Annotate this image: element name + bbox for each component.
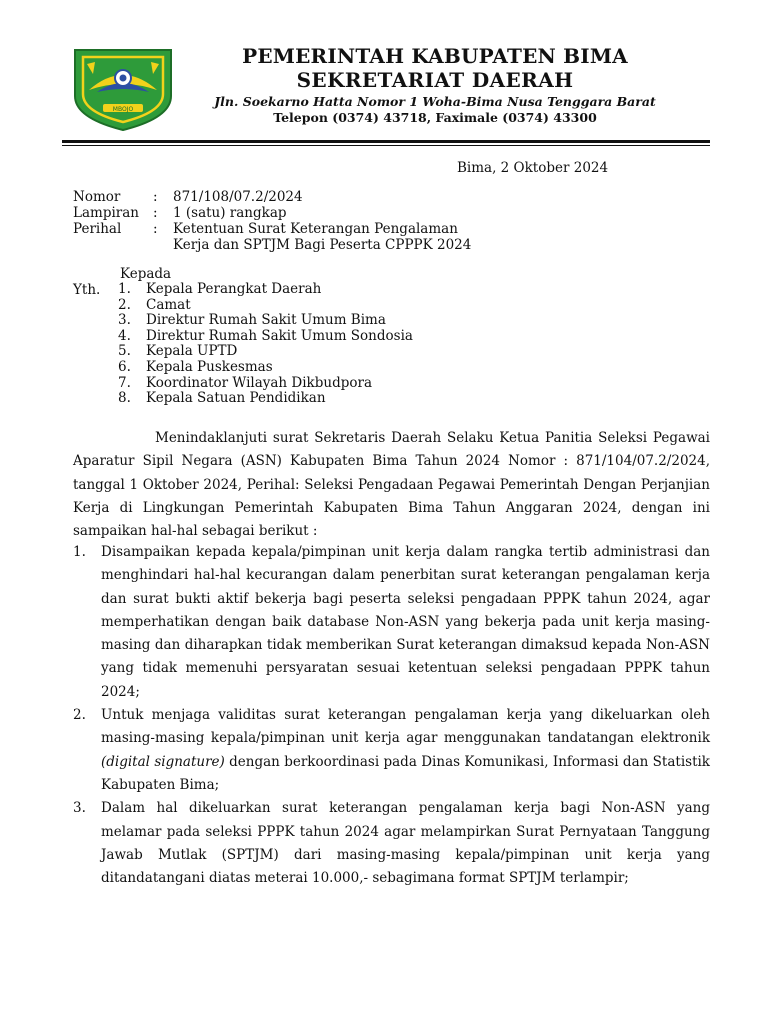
meta-label: Nomor xyxy=(73,189,121,205)
addressee-salutation: Yth. xyxy=(73,282,101,298)
meta-value: Ketentuan Surat Keterangan Pengalaman xyxy=(173,221,458,237)
letter-meta xyxy=(73,189,593,253)
list-item xyxy=(118,391,413,407)
letterhead xyxy=(180,44,690,126)
list-text: Koordinator Wilayah Dikbudpora xyxy=(146,374,372,391)
list-number: 7. xyxy=(118,374,131,391)
letterhead-phone: Telepon (0374) 43718, Faximale (0374) 43300 xyxy=(273,110,597,125)
letterhead-office-name: SEKRETARIAT DAERAH xyxy=(296,68,574,92)
list-text: Dalam hal dikeluarkan surat keterangan pengalaman kerja bagi Non-ASN yang melamar pada seleksi PPPK tahun 2024 agar melampirkan Surat Pernyataan Tanggung Jawab Mutlak (SPTJM) dari masing-masing kepala/pimpinan unit kerja yang ditandatangani diatas meterai 10.000,- sebagimana format SPTJM terlampir; xyxy=(101,800,710,887)
letter-date: Bima, 2 Oktober 2024 xyxy=(457,160,609,176)
letterhead-government-name: PEMERINTAH KABUPATEN BIMA xyxy=(242,44,628,68)
meta-row-subject xyxy=(73,221,593,237)
text-run: dengan berkoordinasi pada Dinas Komunikasi, Informasi dan Statistik Kabupaten Bima; xyxy=(101,753,710,793)
list-text: Kepala Puskesmas xyxy=(146,358,273,375)
list-item xyxy=(118,298,413,314)
meta-label: Perihal xyxy=(73,221,122,237)
list-number: 6. xyxy=(118,358,131,375)
recipient-list xyxy=(118,282,413,407)
meta-colon xyxy=(153,237,173,253)
logo-motto: MBOJO xyxy=(112,106,134,113)
meta-colon: : xyxy=(153,205,158,221)
list-text: Direktur Rumah Sakit Umum Bima xyxy=(146,312,386,329)
list-number: 8. xyxy=(118,390,131,407)
list-number: 1. xyxy=(73,544,86,560)
meta-label xyxy=(73,237,153,253)
list-item xyxy=(118,329,413,345)
list-item xyxy=(73,541,710,704)
meta-value: Kerja dan SPTJM Bagi Peserta CPPPK 2024 xyxy=(173,237,472,253)
list-item xyxy=(118,344,413,360)
bima-emblem-icon xyxy=(67,44,179,132)
meta-row-number xyxy=(73,189,593,205)
list-item xyxy=(73,704,710,797)
list-number: 4. xyxy=(118,327,131,344)
letterhead-divider-thin xyxy=(62,145,710,146)
list-text: Kepala UPTD xyxy=(146,343,238,360)
bima-regency-logo xyxy=(67,44,179,132)
meta-value: 871/108/07.2/2024 xyxy=(173,189,303,205)
list-number: 3. xyxy=(73,800,86,817)
intro-paragraph: Menindaklanjuti surat Sekretaris Daerah Selaku Ketua Panitia Seleksi Pegawai Aparatur Sipil Negara (ASN) Kabupaten Bima Tahun 2024 Nomor : 871/104/07.2/2024, tanggal 1 Oktober 2024, Perihal: Seleksi Pengadaan Pegawai Pemerintah Dengan Perjanjian Kerja di Lingkungan Pemerintah Kabupaten Bima Tahun Anggaran 2024, dengan ini sampaikan hal-hal sebagai berikut : xyxy=(73,430,710,540)
list-item xyxy=(118,376,413,392)
list-text: Direktur Rumah Sakit Umum Sondosia xyxy=(146,327,413,344)
list-number: 5. xyxy=(118,343,131,360)
meta-value: 1 (satu) rangkap xyxy=(173,205,287,221)
list-text xyxy=(101,704,710,797)
text-run: Untuk menjaga validitas surat keterangan pengalaman kerja yang dikeluarkan oleh masing-masing kepala/pimpinan unit kerja agar menggunakan tandatangan elektronik xyxy=(101,707,710,747)
addressee-heading: Kepada xyxy=(120,266,172,282)
list-item xyxy=(118,282,413,298)
list-item xyxy=(118,360,413,376)
list-text: Kepala Perangkat Daerah xyxy=(146,281,322,297)
letterhead-address: Jln. Soekarno Hatta Nomor 1 Woha-Bima Nusa Tenggara Barat xyxy=(214,94,656,109)
meta-label: Lampiran xyxy=(73,205,139,221)
list-number: 2. xyxy=(118,296,131,313)
list-text: Disampaikan kepada kepala/pimpinan unit kerja dalam rangka tertib administrasi dan menghindari hal-hal kecurangan dalam penerbitan surat keterangan pengalaman kerja dan surat bukti aktif bekerja bagi peserta seleksi pengadaan PPPK tahun 2024, agar memperhatikan dengan baik database Non-ASN yang bekerja pada unit kerja masing-masing dan diharapkan tidak memberikan Surat keterangan dimaksud kepada Non-ASN yang tidak memenuhi persyaratan sesuai ketentuan seleksi pengadaan PPPK tahun 2024; xyxy=(101,544,710,700)
list-number: 2. xyxy=(73,707,86,724)
list-text: Camat xyxy=(146,296,191,313)
meta-row-subject-cont xyxy=(73,237,593,253)
meta-colon: : xyxy=(153,189,158,205)
letterhead-divider-thick xyxy=(62,140,710,143)
instruction-list xyxy=(73,541,710,890)
list-item xyxy=(118,313,413,329)
list-item xyxy=(73,797,710,890)
meta-row-attachment xyxy=(73,205,593,221)
list-text: Kepala Satuan Pendidikan xyxy=(146,390,326,407)
italic-term: (digital signature) xyxy=(101,753,225,770)
list-number: 1. xyxy=(118,281,131,297)
list-number: 3. xyxy=(118,312,131,329)
meta-colon: : xyxy=(153,221,158,237)
